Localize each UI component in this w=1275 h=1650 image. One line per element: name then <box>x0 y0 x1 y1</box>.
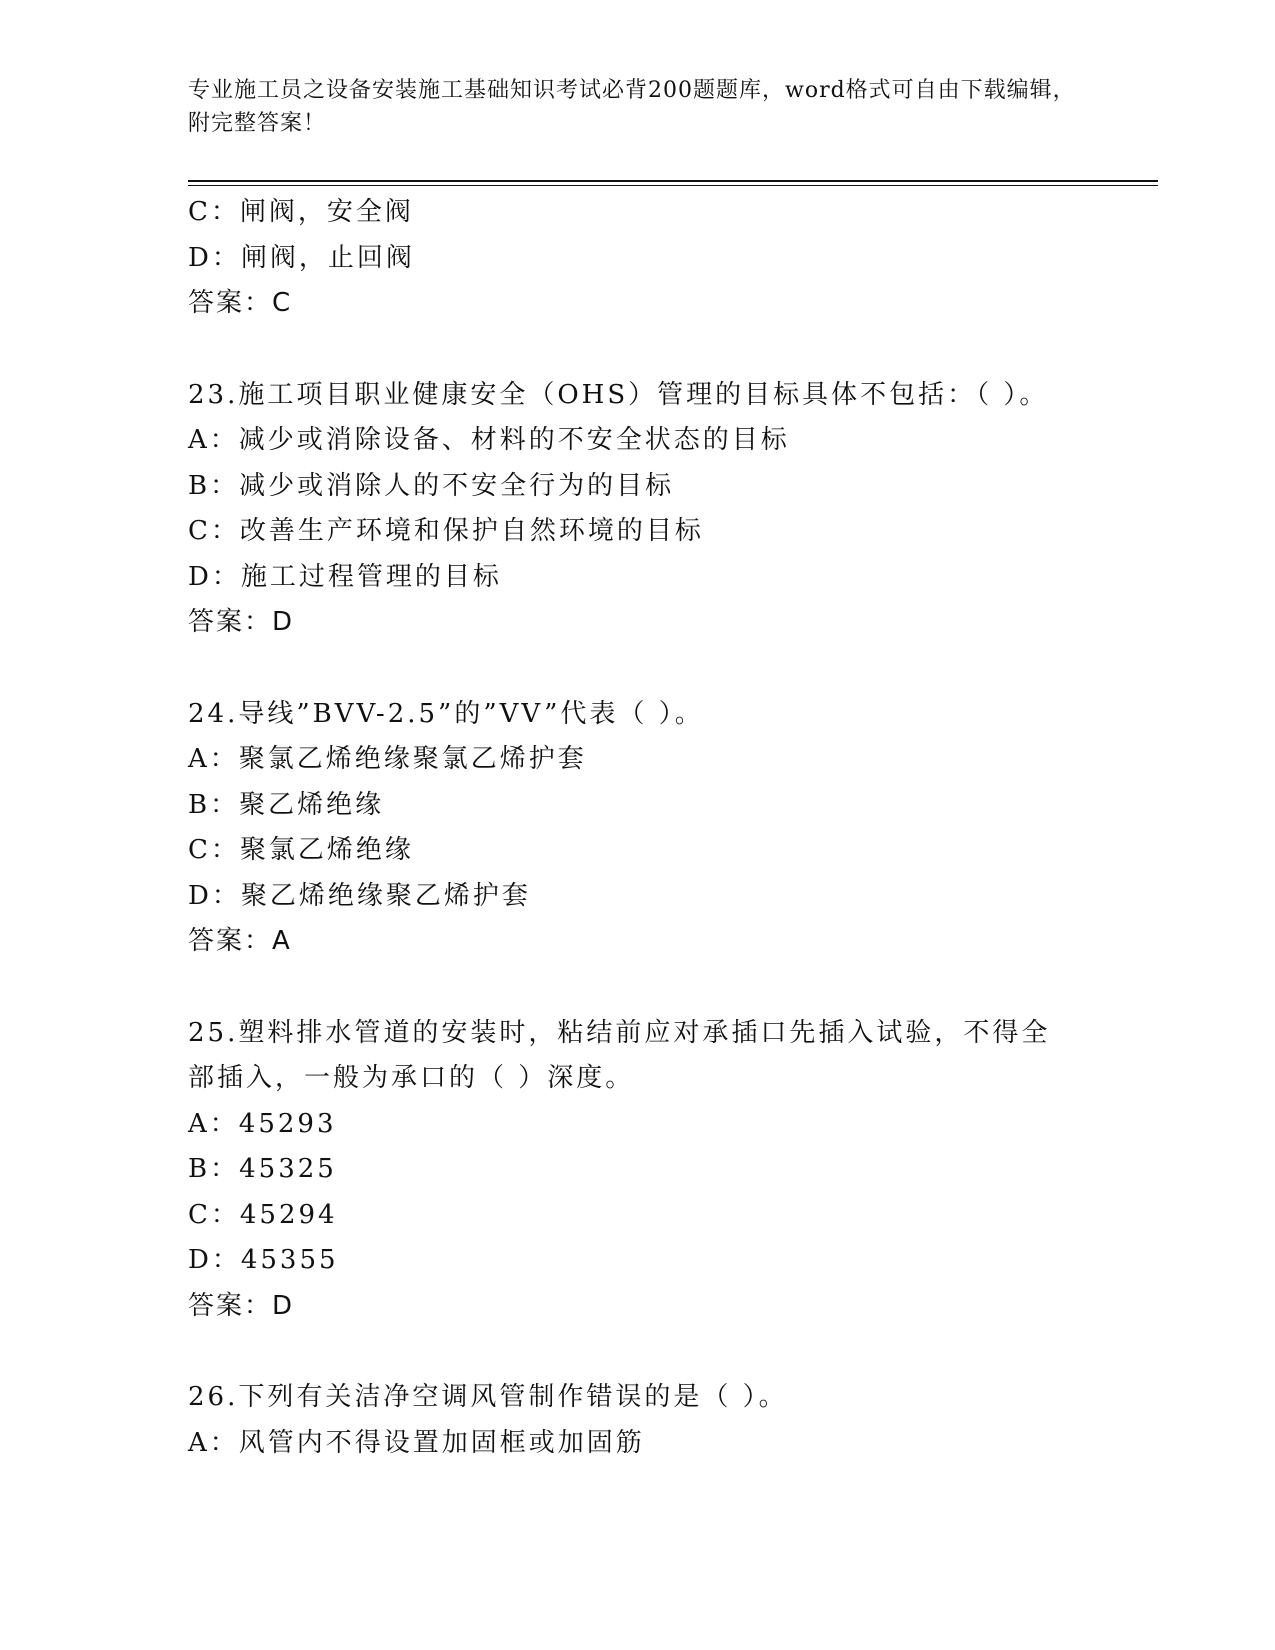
answer-line: 答案：A <box>188 926 292 956</box>
option-d: D：施工过程管理的目标 <box>188 561 502 592</box>
option-a: A：风管内不得设置加固框或加固筋 <box>188 1427 645 1458</box>
option-c: C：聚氯乙烯绝缘 <box>188 835 414 865</box>
question-stem: 23.施工项目职业健康安全（OHS）管理的目标具体不包括：（ ）。 <box>188 379 1049 410</box>
question-stem: 25.塑料排水管道的安装时，粘结前应对承插口先插入试验，不得全部插入，一般为承口的（ ）深度。 <box>188 1017 1051 1093</box>
answer-line: 答案：D <box>188 607 295 637</box>
option-c: C：闸阀，安全阀 <box>188 197 414 227</box>
page-header: 专业施工员之设备安装施工基础知识考试必背200题题库，word格式可自由下载编辑，附完整答案！ <box>188 78 1076 136</box>
spacer <box>188 327 1088 373</box>
spacer <box>188 1329 1088 1375</box>
spacer <box>188 646 1088 692</box>
question-25 <box>188 1011 1088 1330</box>
option-a: A：45293 <box>188 1108 337 1139</box>
option-d: D：闸阀，止回阀 <box>188 242 415 273</box>
question-23 <box>188 373 1088 646</box>
answer-line: 答案：D <box>188 1290 295 1321</box>
header-divider-thin <box>188 185 1158 186</box>
question-22-continued <box>188 190 1088 327</box>
answer-line: 答案：C <box>188 288 293 318</box>
header-divider-thick <box>188 180 1158 182</box>
option-b: B：聚乙烯绝缘 <box>188 789 385 820</box>
question-stem: 24.导线”BVV-2.5”的”VV”代表（ ）。 <box>188 698 704 729</box>
option-b: B：减少或消除人的不安全行为的目标 <box>188 470 675 501</box>
option-c: C：45294 <box>188 1199 338 1230</box>
question-26 <box>188 1375 1088 1466</box>
option-b: B：45325 <box>188 1154 337 1184</box>
question-list <box>188 190 1088 1466</box>
option-d: D：45355 <box>188 1245 339 1275</box>
option-a: A：减少或消除设备、材料的不安全状态的目标 <box>188 425 790 455</box>
question-24 <box>188 692 1088 965</box>
option-a: A：聚氯乙烯绝缘聚氯乙烯护套 <box>188 744 587 774</box>
option-c: C：改善生产环境和保护自然环境的目标 <box>188 516 704 546</box>
option-d: D：聚乙烯绝缘聚乙烯护套 <box>188 880 531 911</box>
question-stem: 26.下列有关洁净空调风管制作错误的是（ ）。 <box>188 1382 788 1412</box>
spacer <box>188 965 1088 1011</box>
